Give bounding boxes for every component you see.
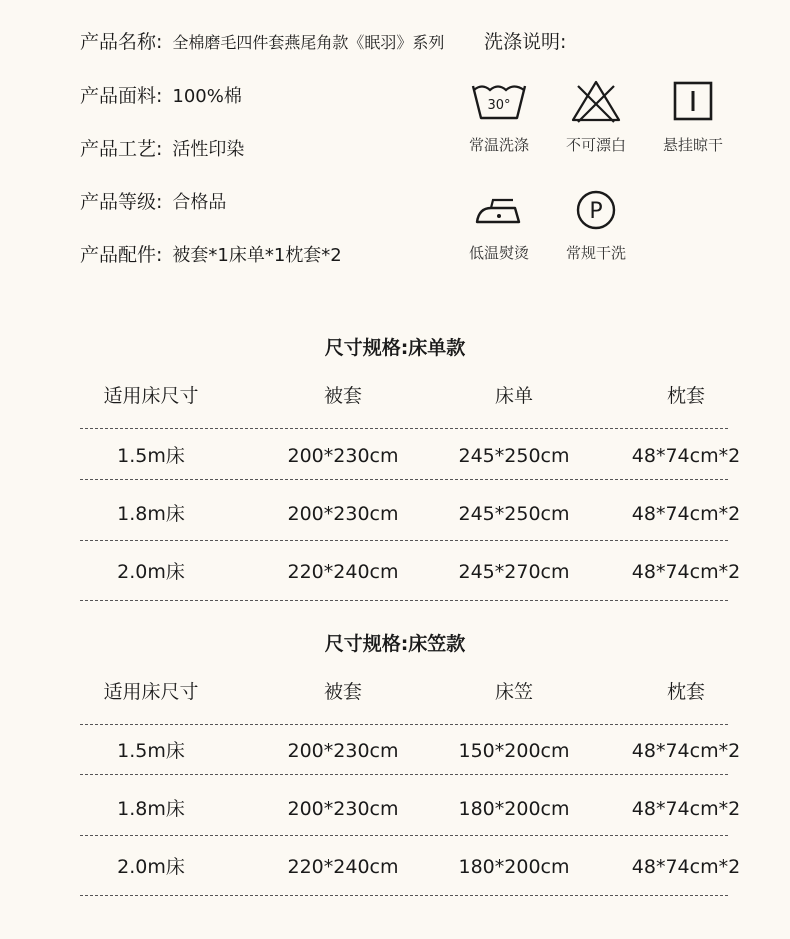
- info-row-accessories: [80, 243, 342, 268]
- table-cell: 245*270cm: [458, 561, 570, 583]
- header-cell: 床单: [494, 385, 533, 407]
- table-cell: 1.8m床: [117, 798, 185, 820]
- info-label: 产品名称:: [80, 31, 163, 53]
- no-bleach-icon: [566, 78, 626, 126]
- info-label: 产品工艺:: [80, 138, 163, 160]
- row-divider: [80, 540, 728, 541]
- table-header-row: [0, 381, 790, 411]
- header-cell: 床笠: [494, 681, 533, 703]
- info-value: 合格品: [172, 192, 227, 213]
- table-cell: 48*74cm*2: [631, 445, 741, 467]
- care-wash-30: [444, 78, 554, 155]
- table-cell: 48*74cm*2: [631, 798, 741, 820]
- wash-heading: 洗涤说明:: [484, 31, 567, 53]
- table-cell: 200*230cm: [287, 798, 399, 820]
- info-row-grade: [80, 190, 226, 215]
- care-label: 不可漂白: [565, 136, 626, 154]
- table-row: [0, 557, 790, 587]
- info-row-process: [80, 137, 244, 162]
- table-cell: 1.8m床: [117, 503, 185, 525]
- header-cell: 适用床尺寸: [103, 681, 199, 703]
- header-cell: 被套: [323, 681, 362, 703]
- header-cell: 枕套: [666, 681, 705, 703]
- table-cell: 220*240cm: [287, 856, 399, 878]
- care-dry-clean: [541, 186, 651, 263]
- header-cell: 枕套: [666, 385, 705, 407]
- row-divider: [80, 428, 728, 429]
- row-divider: [80, 835, 728, 836]
- table-header-row: [0, 677, 790, 707]
- table-row: [0, 441, 790, 471]
- table-cell: 48*74cm*2: [631, 740, 741, 762]
- care-no-bleach: [541, 78, 651, 155]
- info-value: 100%棉: [172, 86, 242, 107]
- care-hang-dry: [638, 78, 748, 155]
- info-label: 产品配件:: [80, 244, 163, 266]
- table-cell: 150*200cm: [458, 740, 570, 762]
- table-title: 尺寸规格:床单款: [324, 337, 466, 359]
- care-label: 常规干洗: [565, 244, 626, 262]
- info-value: 全棉磨毛四件套燕尾角款《眠羽》系列: [172, 33, 445, 52]
- table-cell: 220*240cm: [287, 561, 399, 583]
- care-label: 低温熨烫: [468, 244, 529, 262]
- iron-low-icon: [469, 186, 529, 234]
- table-cell: 2.0m床: [117, 856, 185, 878]
- header-cell: 被套: [323, 385, 362, 407]
- info-value: 活性印染: [172, 139, 245, 160]
- table-cell: 48*74cm*2: [631, 561, 741, 583]
- row-divider: [80, 724, 728, 725]
- care-label: 常温洗涤: [468, 136, 529, 154]
- row-divider: [80, 479, 728, 480]
- care-label: 悬挂晾干: [662, 136, 723, 154]
- care-iron-low: [444, 186, 554, 263]
- table-row: [0, 852, 790, 882]
- table-cell: 2.0m床: [117, 561, 185, 583]
- table-cell: 48*74cm*2: [631, 503, 741, 525]
- dry-clean-p-icon: [566, 186, 626, 234]
- table-title: 尺寸规格:床笠款: [324, 633, 466, 655]
- table-row: [0, 794, 790, 824]
- table-cell: 1.5m床: [117, 740, 185, 762]
- table-cell: 200*230cm: [287, 740, 399, 762]
- info-label: 产品等级:: [80, 191, 163, 213]
- table-cell: 180*200cm: [458, 856, 570, 878]
- info-value: 被套*1床单*1枕套*2: [172, 245, 342, 266]
- wash-temp-text: 30°: [487, 98, 511, 113]
- table-cell: 245*250cm: [458, 445, 570, 467]
- dry-clean-letter: P: [589, 199, 603, 224]
- row-divider: [80, 895, 728, 896]
- info-row-fabric: [80, 84, 242, 109]
- table-cell: 1.5m床: [117, 445, 185, 467]
- table-cell: 48*74cm*2: [631, 856, 741, 878]
- info-label: 产品面料:: [80, 85, 163, 107]
- header-cell: 适用床尺寸: [103, 385, 199, 407]
- table-cell: 245*250cm: [458, 503, 570, 525]
- table-cell: 200*230cm: [287, 445, 399, 467]
- row-divider: [80, 600, 728, 601]
- hang-dry-icon: [663, 78, 723, 126]
- row-divider: [80, 774, 728, 775]
- wash-30-icon: [469, 78, 529, 126]
- table-cell: 200*230cm: [287, 503, 399, 525]
- table-cell: 180*200cm: [458, 798, 570, 820]
- table-row: [0, 499, 790, 529]
- info-row-name: [80, 30, 444, 55]
- table-row: [0, 736, 790, 766]
